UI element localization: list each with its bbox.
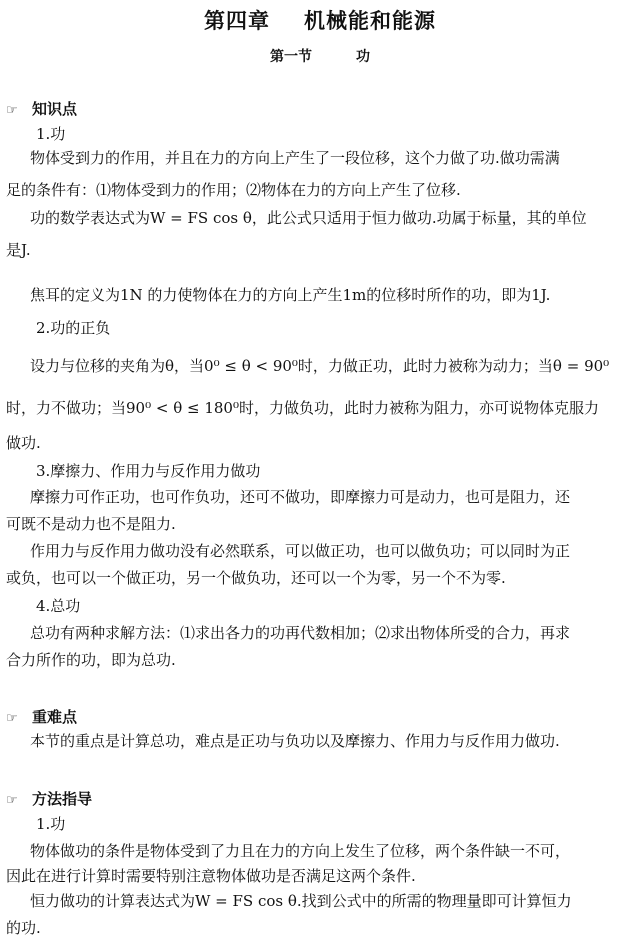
text-line: 作用力与反作用力做功没有必然联系，可以做正功，也可以做负功；可以同时为正: [30, 542, 571, 560]
text-line: 物体做功的条件是物体受到了力且在力的方向上发生了位移，两个条件缺一不可，: [30, 842, 571, 860]
text-line: 是J.: [6, 241, 31, 259]
text-line: 做功.: [6, 434, 41, 452]
text-line: 时，力不做功；当90⁰ < θ ≤ 180⁰时，力做负功，此时力被称为阻力，亦可说物体克服力: [6, 399, 599, 417]
text-line: 合力所作的功，即为总功.: [6, 651, 176, 669]
text-line: 足的条件有：⑴物体受到力的作用；⑵物体在力的方向上产生了位移.: [6, 181, 461, 199]
section-name: 功: [356, 49, 370, 65]
heading-label: 方法指导: [32, 790, 93, 808]
text-line: 2.功的正负: [36, 319, 111, 337]
text-line: 1.功: [36, 815, 66, 833]
text-line: 1.功: [36, 125, 66, 143]
text-line: 或负，也可以一个做正功，另一个做负功，还可以一个为零，另一个不为零.: [6, 569, 506, 587]
pointing-hand-icon: ☞: [6, 103, 18, 118]
heading-knowledge: [6, 98, 77, 119]
chapter-title: [0, 5, 640, 35]
heading-label: 知识点: [32, 100, 78, 118]
chapter-number: 第四章: [204, 9, 270, 33]
pointing-hand-icon: ☞: [6, 711, 18, 726]
section-title: [0, 46, 640, 66]
text-line: 本节的重点是计算总功，难点是正功与负功以及摩擦力、作用力与反作用力做功.: [30, 732, 560, 750]
text-line: 可既不是动力也不是阻力.: [6, 515, 176, 533]
text-line: 物体受到力的作用，并且在力的方向上产生了一段位移，这个力做了功.做功需满: [30, 149, 560, 167]
text-line: 总功有两种求解方法：⑴求出各力的功再代数相加；⑵求出物体所受的合力，再求: [30, 624, 571, 642]
section-number: 第一节: [270, 49, 312, 65]
text-line: 的功.: [6, 919, 41, 937]
text-line: 3.摩擦力、作用力与反作用力做功: [36, 462, 261, 480]
heading-key-points: [6, 706, 77, 727]
text-line: 摩擦力可作正功，也可作负功，还可不做功，即摩擦力可是动力，也可是阻力，还: [30, 488, 571, 506]
heading-label: 重难点: [32, 708, 78, 726]
text-line: 4.总功: [36, 597, 81, 615]
text-line: 恒力做功的计算表达式为W = FS cos θ.找到公式中的所需的物理量即可计算恒力: [30, 892, 572, 910]
heading-method-guide: [6, 788, 92, 809]
pointing-hand-icon: ☞: [6, 793, 18, 808]
text-line: 功的数学表达式为W = FS cos θ，此公式只适用于恒力做功.功属于标量，其的单位: [30, 209, 587, 227]
text-line: 设力与位移的夹角为θ，当0⁰ ≤ θ < 90⁰时，力做正功，此时力被称为动力；当θ = 90⁰: [30, 357, 610, 375]
text-line: 焦耳的定义为1N 的力使物体在力的方向上产生1m的位移时所作的功，即为1J.: [30, 286, 551, 304]
chapter-name: 机械能和能源: [304, 9, 436, 33]
text-line: 因此在进行计算时需要特别注意物体做功是否满足这两个条件.: [6, 867, 416, 885]
